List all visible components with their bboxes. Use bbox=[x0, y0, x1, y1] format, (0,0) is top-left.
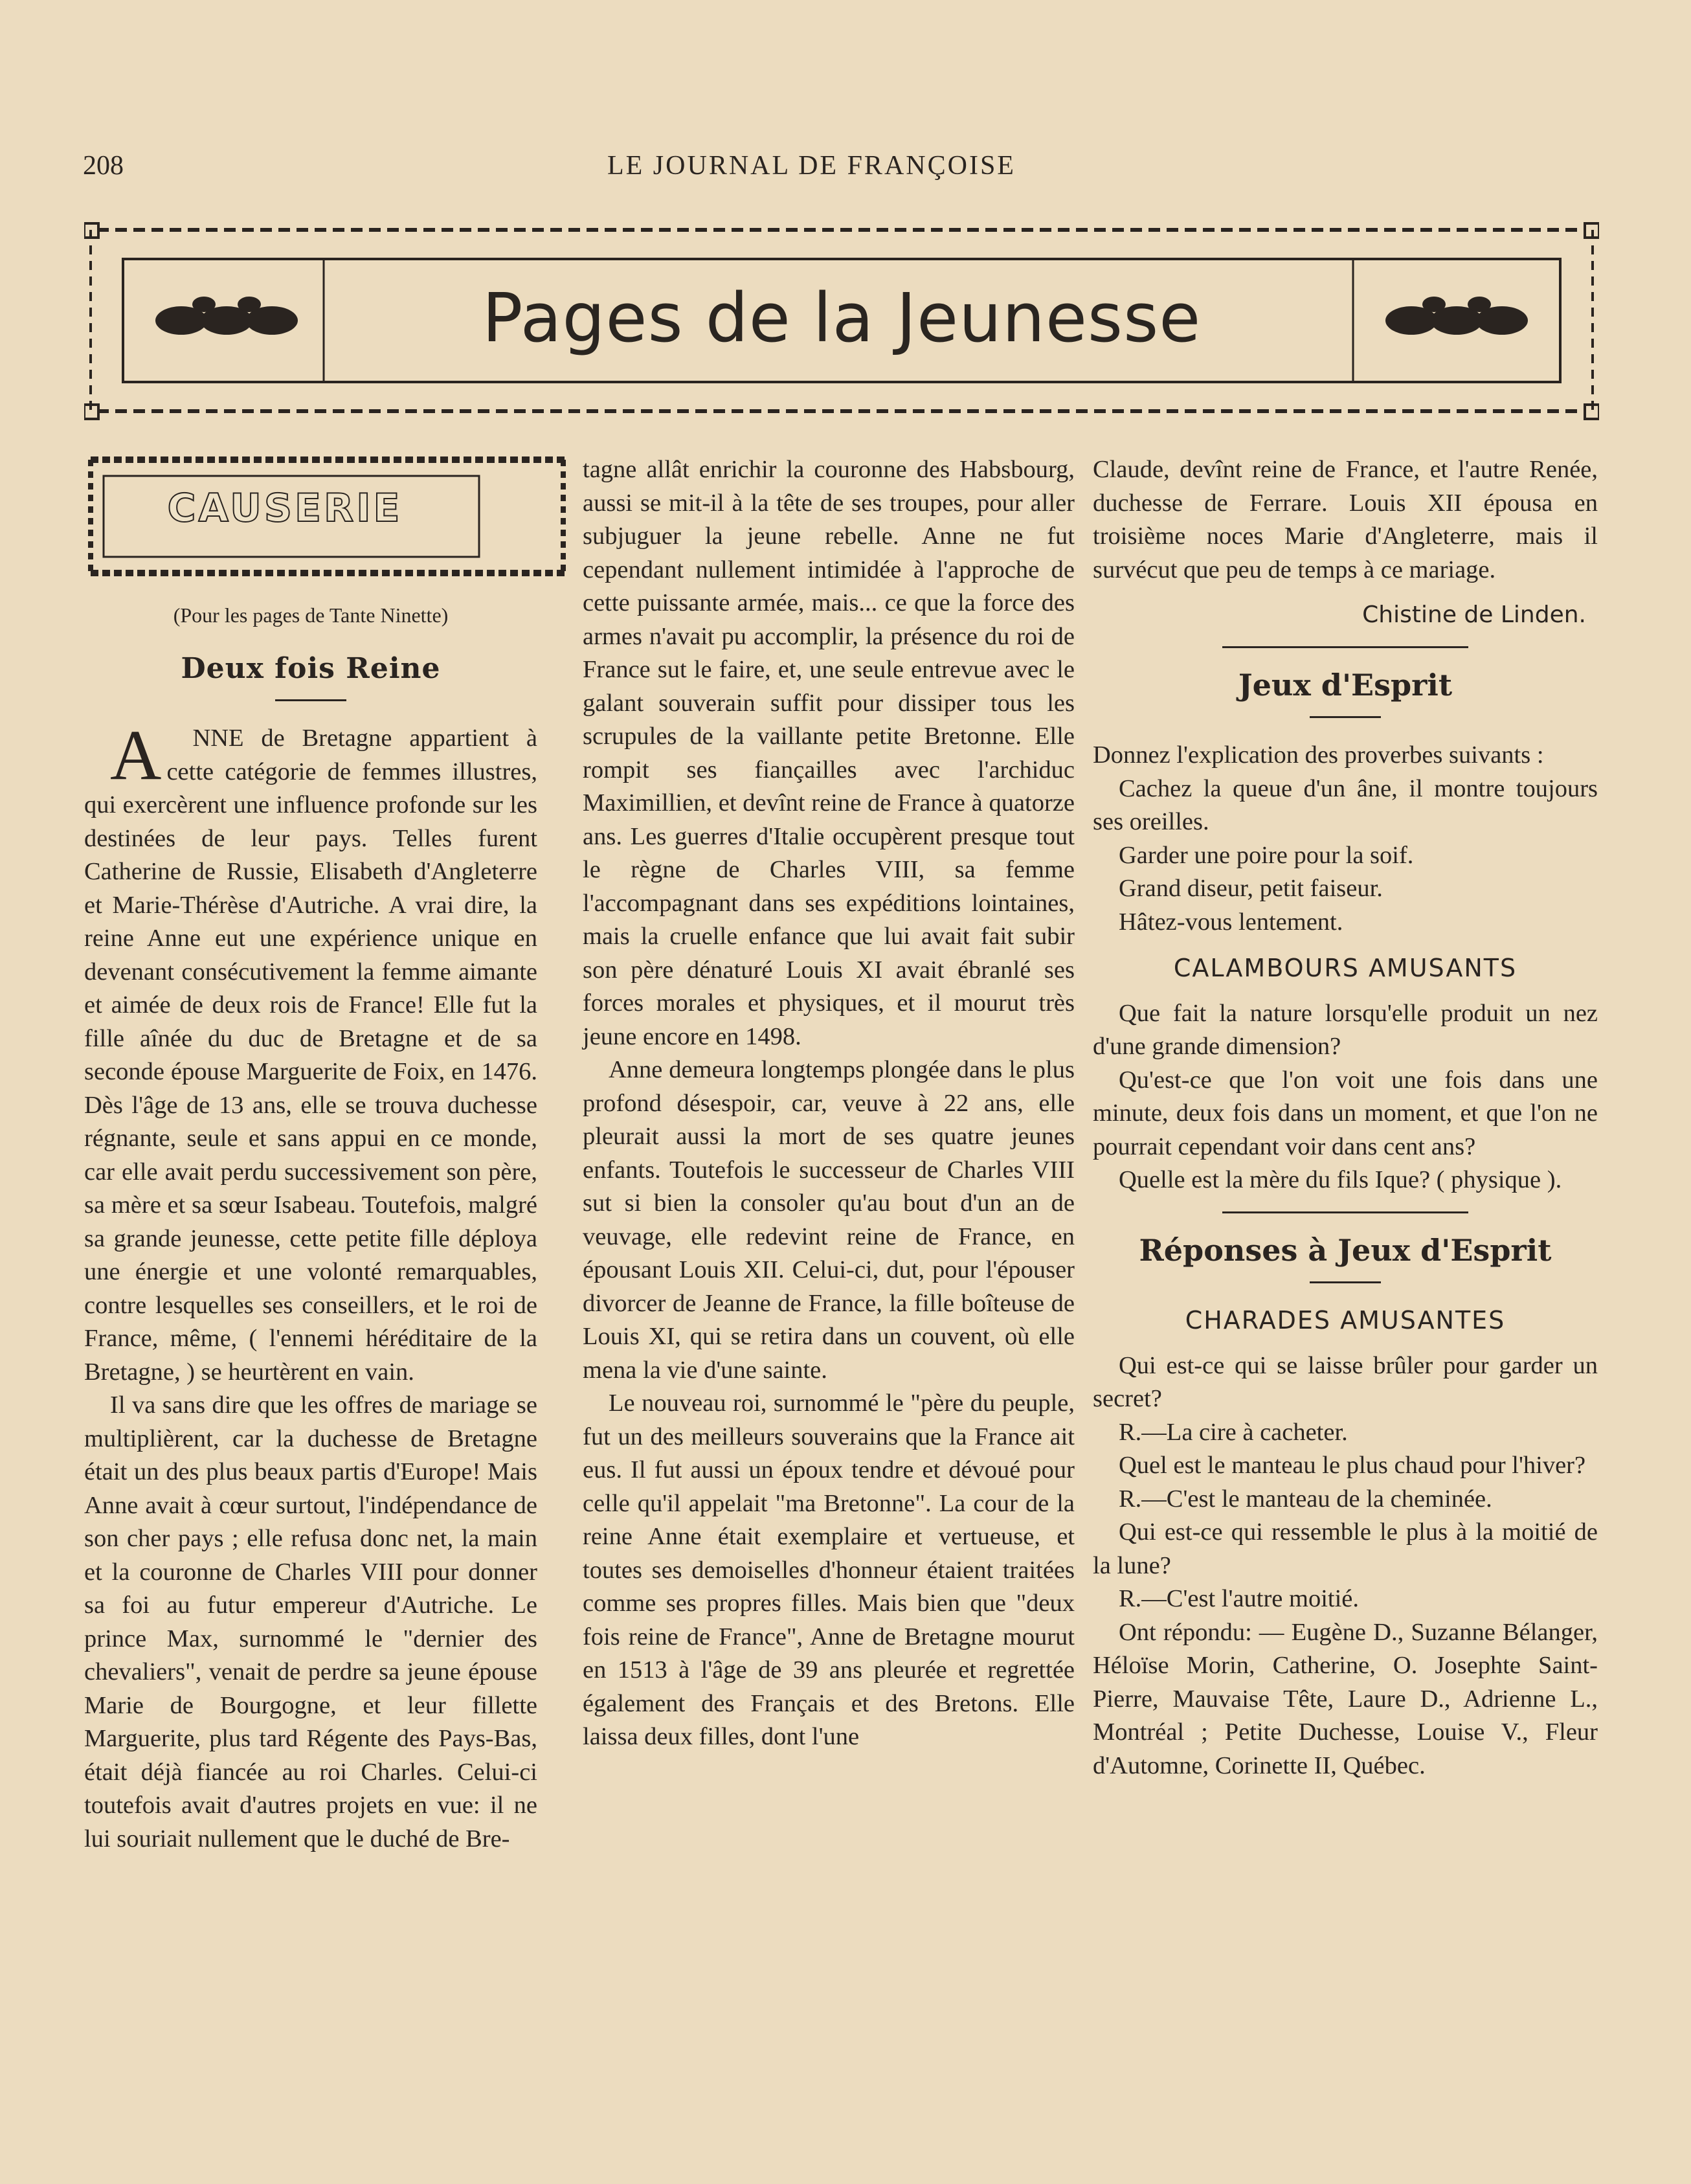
leaf-ornament-right bbox=[1385, 297, 1528, 335]
answer-item: R.—C'est le manteau de la cheminée. bbox=[1119, 1485, 1492, 1513]
proverb: Grand diseur, petit faiseur. bbox=[1119, 875, 1383, 902]
causerie-title: CAUSERIE bbox=[167, 486, 403, 531]
leaf-ornament-left bbox=[155, 297, 298, 335]
reponses-heading: Réponses à Jeux d'Esprit bbox=[1139, 1232, 1552, 1268]
riddle: Quelle est la mère du fils Ique? ( physique ). bbox=[1119, 1166, 1562, 1193]
answer-item: R.—La cire à cacheter. bbox=[1119, 1418, 1348, 1446]
answer-item: Quel est le manteau le plus chaud pour l'hiver? bbox=[1119, 1452, 1586, 1479]
journal-title: LE JOURNAL DE FRANÇOISE bbox=[607, 151, 1016, 181]
paragraph: Le nouveau roi, surnommé le "père du peuple, fut un des meilleurs souverains que la France ait eus. Il fut aussi un époux tendre et dévoué pour celle qu'il appelait "ma Bretonne". La cour de la reine Anne était exemplaire et vertueuse, et toutes ses demoiselles d'honneur étaient traitées comme ses propres filles. Mais bien que "deux fois reine de France", Anne de Bretagne mourut en 1513 à l'âge de 39 ans pleurée et regrettée également des Français et des Bretons. Elle laissa deux filles, dont l'une bbox=[583, 1390, 1075, 1750]
calambours-heading: CALAMBOURS AMUSANTS bbox=[1173, 954, 1517, 982]
byline: (Pour les pages de Tante Ninette) bbox=[173, 603, 449, 627]
signature: Chistine de Linden. bbox=[1362, 602, 1586, 628]
banner-title: Pages de la Jeunesse bbox=[482, 278, 1202, 357]
column-2 bbox=[583, 453, 1075, 1754]
respondents: Ont répondu: — Eugène D., Suzanne Bélanger, Héloïse Morin, Catherine, O. Josephte Saint-Pierre, Mauvaise Tête, Laure D., Adrienne L., Montréal ; Petite Duchesse, Louise V., Fleur d'Automne, Corinette II, Québec. bbox=[1093, 1618, 1598, 1779]
paragraph: Il va sans dire que les offres de mariage se multiplièrent, car la duchesse de Bretagne était un des plus beaux partis d'Europe! Mais Anne avait à cœur surtout, l'indépendance de son cher pays ; elle refusa donc net, la main et la couronne de Charles VIII pour donner sa foi au futur empereur d'Autriche. Le prince Max, surnommé le "dernier des chevaliers", venait de perdre sa jeune épouse Marie de Bourgogne, et leur fillette Marguerite, plus tard Régente des Pays-Bas, était déjà fiancée au roi Charles. Celui-ci toutefois avait d'autres projets en vue: il ne lui souriait nullement que le duché de Bre- bbox=[84, 1391, 537, 1852]
causerie-box bbox=[84, 453, 566, 580]
title-rule bbox=[275, 699, 346, 701]
proverb: Hâtez-vous lentement. bbox=[1119, 908, 1343, 936]
section-rule bbox=[1222, 1211, 1468, 1213]
paragraph: tagne allât enrichir la couronne des Habsbourg, aussi se mit-il à la tête de ses troupes, pour aller subjuguer la jeune rebelle. Anne ne fut cependant nullement intimidée à l'approche de cette puissante armée, mais... ce que la force des armes n'avait pu accomplir, la présence du roi de France sut le faire, et, une seule entrevue avec le galant souverain suffit pour dissiper tous les scrupules de la vaillante petite Bretonne. Elle rompit ses fiançailles avec l'archiduc Maximillien, et devînt reine de France à quatorze ans. Les guerres d'Italie occupèrent presque tout le règne de Charles VIII, sa femme l'accompagnant dans ses expéditions lointaines, mais la cruelle enfance que lui avait fait subir son père dénaturé Louis XI avait ébranlé ses forces morales et physiques, et il mourut très jeune encore en 1498. bbox=[583, 456, 1075, 1050]
heading-rule bbox=[1310, 716, 1381, 718]
proverb: Garder une poire pour la soif. bbox=[1119, 841, 1414, 869]
answer-item: R.—C'est l'autre moitié. bbox=[1119, 1585, 1360, 1612]
answer-item: Qui est-ce qui ressemble le plus à la moitié de la lune? bbox=[1093, 1518, 1598, 1579]
charades-heading: CHARADES AMUSANTES bbox=[1185, 1306, 1506, 1334]
jeux-heading: Jeux d'Esprit bbox=[1238, 667, 1453, 703]
riddle: Que fait la nature lorsqu'elle produit un nez d'une grande dimension? bbox=[1093, 999, 1598, 1060]
paragraph: Claude, devînt reine de France, et l'autre Renée, duchesse de Ferrare. Louis XII épousa en troisième noces Marie d'Angleterre, mais il survécut que peu de temps à ce mariage. bbox=[1093, 456, 1598, 583]
section-rule bbox=[1222, 646, 1468, 648]
article-title: Deux fois Reine bbox=[181, 651, 441, 685]
running-head bbox=[83, 150, 1054, 189]
page-number: 208 bbox=[83, 151, 124, 181]
jeux-intro: Donnez l'explication des proverbes suivants : bbox=[1093, 741, 1544, 769]
paragraph: Anne demeura longtemps plongée dans le plus profond désespoir, car, veuve à 22 ans, elle pleurait aussi la mort de ses quatre jeunes enfants. Toutefois le successeur de Charles VIII sut si bien la consoler qu'au bout d'un an de veuvage, elle redevint reine de France, en épousant Louis XII. Celui-ci, dut, pour l'épouser divorcer de Jeanne de France, la fille boîteuse de Louis XI, qui se retira dans un couvent, où elle mena la vie d'une sainte. bbox=[583, 1056, 1075, 1384]
riddle: Qu'est-ce que l'on voit une fois dans une minute, deux fois dans un moment, et que l'on ne pourrait cependant voir dans cent ans? bbox=[1093, 1066, 1598, 1160]
answer-item: Qui est-ce qui se laisse brûler pour garder un secret? bbox=[1093, 1351, 1598, 1412]
paragraph: A NNE de Bretagne appartient à cette catégorie de femmes illustres, qui exercèrent une influence profonde sur les destinées de leur pays. Telles furent Catherine de Russie, Elisabeth d'Angleterre et Marie-Thérèse d'Autriche. A vrai dire, la reine Anne eut une expérience unique en devenant consécutivement la femme aimante et aimée de deux rois de France! Elle fut la fille aînée du duc de Bretagne et de sa seconde épouse Marguerite de Foix, en 1476. Dès l'âge de 13 ans, elle se trouva duchesse régnante, seule et sans appui en ce monde, car elle avait perdu successivement son père, sa mère et sa sœur Isabeau. Toutefois, malgré sa grande jeunesse, cette petite fille déploya une énergie et une volonté remarquables, contre lesquelles ses conseillers, et le roi de France, même, ( l'ennemi héréditaire de la Bretagne, ) se heurtèrent en vain. bbox=[84, 715, 537, 1386]
heading-rule bbox=[1310, 1281, 1381, 1283]
column-3 bbox=[1093, 453, 1598, 1783]
column-1 bbox=[84, 453, 537, 1856]
section-banner bbox=[84, 217, 1599, 424]
proverb: Cachez la queue d'un âne, il montre toujours ses oreilles. bbox=[1093, 774, 1598, 835]
drop-cap: A bbox=[110, 715, 162, 794]
